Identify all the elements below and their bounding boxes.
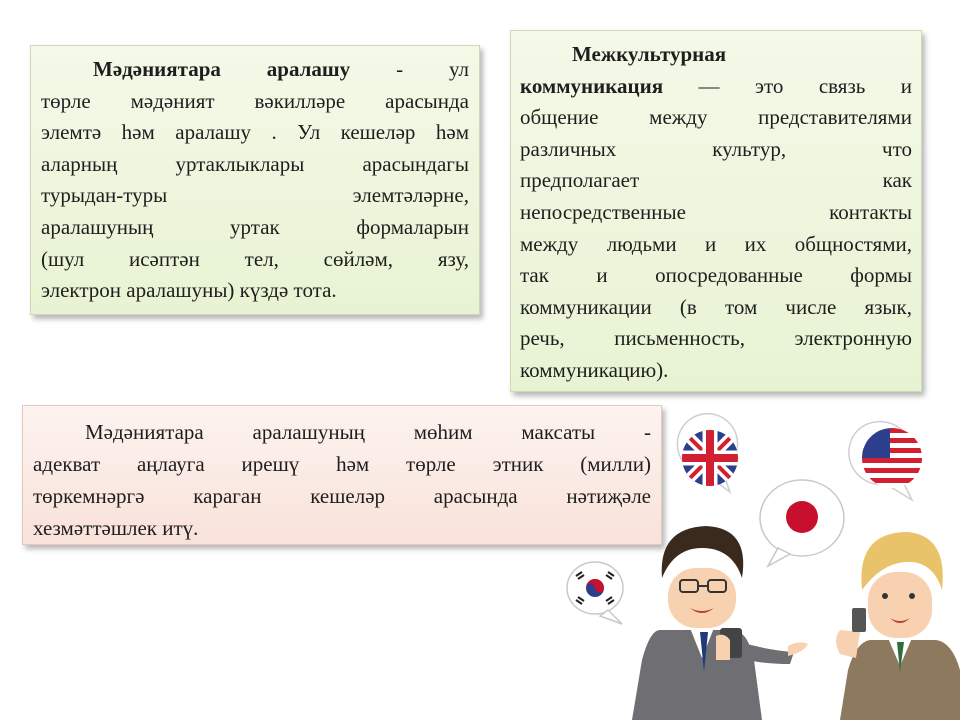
goal-line-3: төркемнәргә караган кешеләр арасында нәтиҗәле	[33, 484, 651, 508]
russian-line-3: различных культур, что	[520, 136, 912, 161]
tatar-term: Мәдәниятара аралашу	[93, 57, 351, 81]
russian-line-0	[520, 39, 912, 71]
russian-line-9: речь, письменность, электронную	[520, 326, 912, 351]
russian-line-6: между людьми и их общностями,	[520, 231, 912, 256]
russian-definition-box	[510, 30, 922, 392]
tatar-line-2: төрле мәдәният вәкилләре арасында	[41, 88, 469, 113]
goal-line-4: хезмәттәшлек итү.	[33, 516, 199, 540]
russian-line-1: коммуникация — это связь и	[520, 73, 912, 98]
russian-term-2: коммуникация	[520, 73, 664, 98]
tatar-line-7: (шул исәптән тел, сөйләм, язу,	[41, 246, 469, 271]
russian-term-1: Межкультурная	[572, 42, 727, 66]
russian-line-10: коммуникацию).	[520, 357, 669, 382]
goal-line-2: адекват аңлауга ирешү һәм төрле этник (милли)	[33, 452, 651, 476]
russian-line-5: непосредственные контакты	[520, 199, 912, 224]
tatar-line-6: аралашуның уртак формаларын	[41, 214, 469, 239]
tatar-line-1: Мәдәниятара аралашу - ул	[93, 57, 469, 81]
russian-line-7: так и опосредованные формы	[520, 263, 912, 288]
russian-line-2: общение между представителями	[520, 105, 912, 130]
korea-flag-icon	[567, 562, 623, 624]
japan-flag-icon	[760, 480, 844, 566]
tatar-definition-box	[30, 45, 480, 315]
tatar-line-3: элемтә һәм аралашу . Ул кешеләр һәм	[41, 120, 469, 145]
goal-line-1: Мәдәниятара аралашуның мөһим максаты -	[85, 420, 651, 444]
tatar-definition-text	[41, 54, 469, 307]
usa-flag-icon	[849, 422, 926, 500]
russian-line-8: коммуникации (в том числе язык,	[520, 294, 912, 319]
tatar-line-8: электрон аралашуны) күздә тота.	[41, 278, 337, 303]
right-businessman-figure	[836, 532, 960, 720]
russian-definition-text	[520, 39, 912, 387]
uk-flag-icon	[677, 414, 740, 492]
russian-line-4: предполагает как	[520, 168, 912, 193]
conversation-illustration	[540, 400, 960, 720]
tatar-line-4: аларның уртаклыклары арасындагы	[41, 151, 469, 176]
tatar-line-5: турыдан-туры элемтәләрне,	[41, 183, 469, 208]
